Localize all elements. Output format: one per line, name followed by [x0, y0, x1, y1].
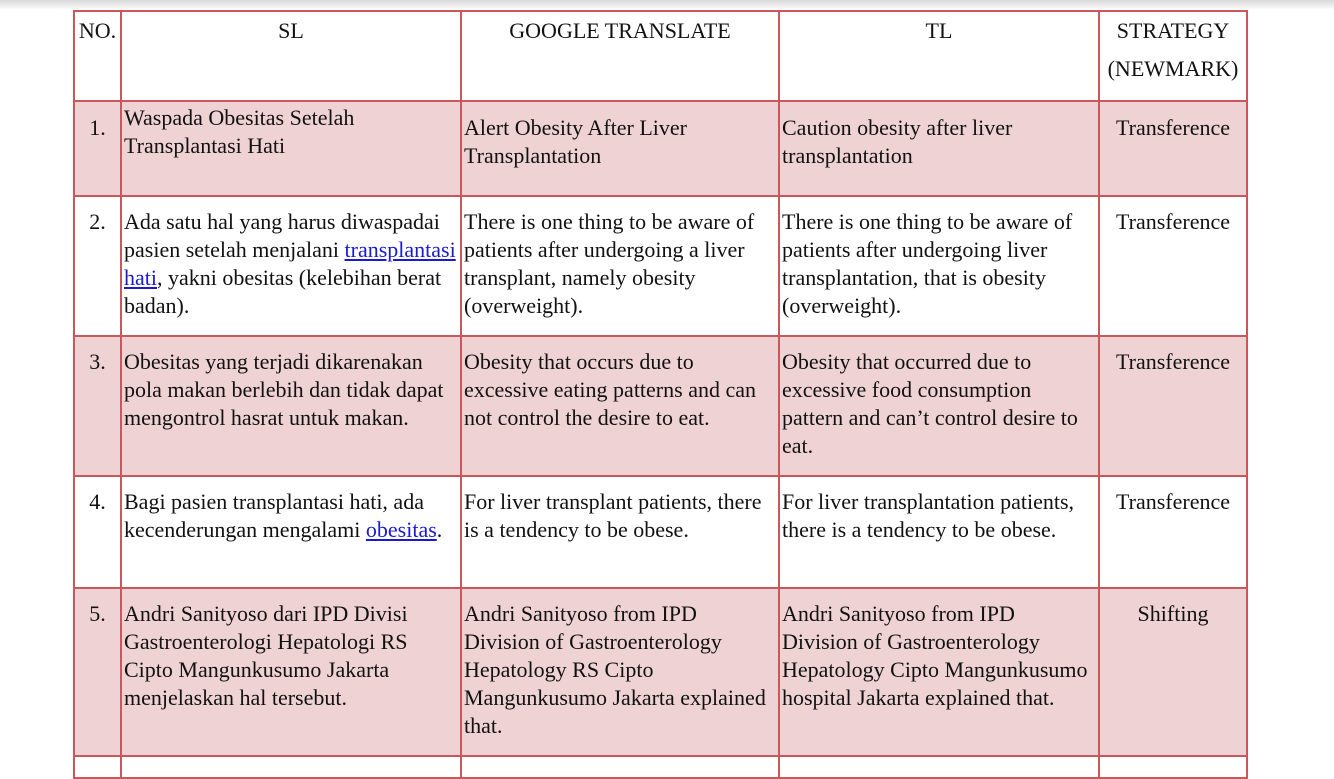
- transplantasi-hati-link[interactable]: transplantasi hati: [124, 237, 456, 290]
- sl-cell: Waspada Obesitas Setelah Transplantasi Hati: [121, 101, 461, 196]
- strategy-cell: Shifting: [1099, 588, 1247, 756]
- row-number: 2.: [74, 196, 121, 336]
- table-row-partial: [74, 756, 1247, 778]
- tl-cell: Obesity that occurred due to excessive food consumption pattern and can’t control desire to eat.: [779, 336, 1099, 476]
- header-tl: TL: [779, 11, 1099, 101]
- strategy-cell: Transference: [1099, 196, 1247, 336]
- header-strategy: [1099, 11, 1247, 101]
- translation-comparison-table: [73, 10, 1248, 779]
- top-scroll-shadow: [0, 0, 1334, 10]
- google-translate-cell: For liver transplant patients, there is a tendency to be obese.: [461, 476, 779, 588]
- sl-text-before: Ada satu hal yang harus diwaspadai pasien setelah menjalani: [124, 209, 440, 262]
- tl-cell: For liver transplantation patients, there is a tendency to be obese.: [779, 476, 1099, 588]
- row-number: 4.: [74, 476, 121, 588]
- google-translate-cell: Alert Obesity After Liver Transplantation: [461, 101, 779, 196]
- tl-cell: Andri Sanityoso from IPD Division of Gastroenterology Hepatology Cipto Mangunkusumo hospital Jakarta explained that.: [779, 588, 1099, 756]
- obesitas-link[interactable]: obesitas: [365, 517, 437, 542]
- empty-cell: [461, 756, 779, 778]
- row-number: 5.: [74, 588, 121, 756]
- sl-text-after: , yakni obesitas (kelebihan berat badan).: [124, 265, 442, 318]
- table-row: [74, 476, 1247, 588]
- sl-text-after: .: [436, 517, 443, 542]
- sl-cell: [121, 196, 461, 336]
- empty-cell: [121, 756, 461, 778]
- empty-cell: [779, 756, 1099, 778]
- google-translate-cell: There is one thing to be aware of patients after undergoing a liver transplant, namely obesity (overweight).: [461, 196, 779, 336]
- google-translate-cell: Obesity that occurs due to excessive eating patterns and can not control the desire to eat.: [461, 336, 779, 476]
- empty-cell: [1099, 756, 1247, 778]
- header-sl: SL: [121, 11, 461, 101]
- sl-cell: Obesitas yang terjadi dikarenakan pola makan berlebih dan tidak dapat mengontrol hasrat untuk makan.: [121, 336, 461, 476]
- sl-text-before: Bagi pasien transplantasi hati, ada kecenderungan mengalami: [124, 489, 424, 542]
- strategy-cell: Transference: [1099, 101, 1247, 196]
- table-row: [74, 196, 1247, 336]
- header-row: [74, 11, 1247, 101]
- tl-cell: There is one thing to be aware of patients after undergoing liver transplantation, that is obesity (overweight).: [779, 196, 1099, 336]
- header-google-translate: GOOGLE TRANSLATE: [461, 11, 779, 101]
- sl-cell: [121, 476, 461, 588]
- row-number: 1.: [74, 101, 121, 196]
- sl-cell: Andri Sanityoso dari IPD Divisi Gastroenterologi Hepatologi RS Cipto Mangunkusumo Jakarta menjelaskan hal tersebut.: [121, 588, 461, 756]
- strategy-cell: Transference: [1099, 336, 1247, 476]
- empty-cell: [74, 756, 121, 778]
- table-row: [74, 101, 1247, 196]
- header-no: NO.: [74, 11, 121, 101]
- header-strategy-line1: STRATEGY: [1116, 18, 1230, 43]
- tl-cell: Caution obesity after liver transplantation: [779, 101, 1099, 196]
- header-strategy-line2: (NEWMARK): [1107, 56, 1239, 81]
- table-row: [74, 336, 1247, 476]
- table-row: [74, 588, 1247, 756]
- strategy-cell: Transference: [1099, 476, 1247, 588]
- row-number: 3.: [74, 336, 121, 476]
- google-translate-cell: Andri Sanityoso from IPD Division of Gastroenterology Hepatology RS Cipto Mangunkusumo Jakarta explained that.: [461, 588, 779, 756]
